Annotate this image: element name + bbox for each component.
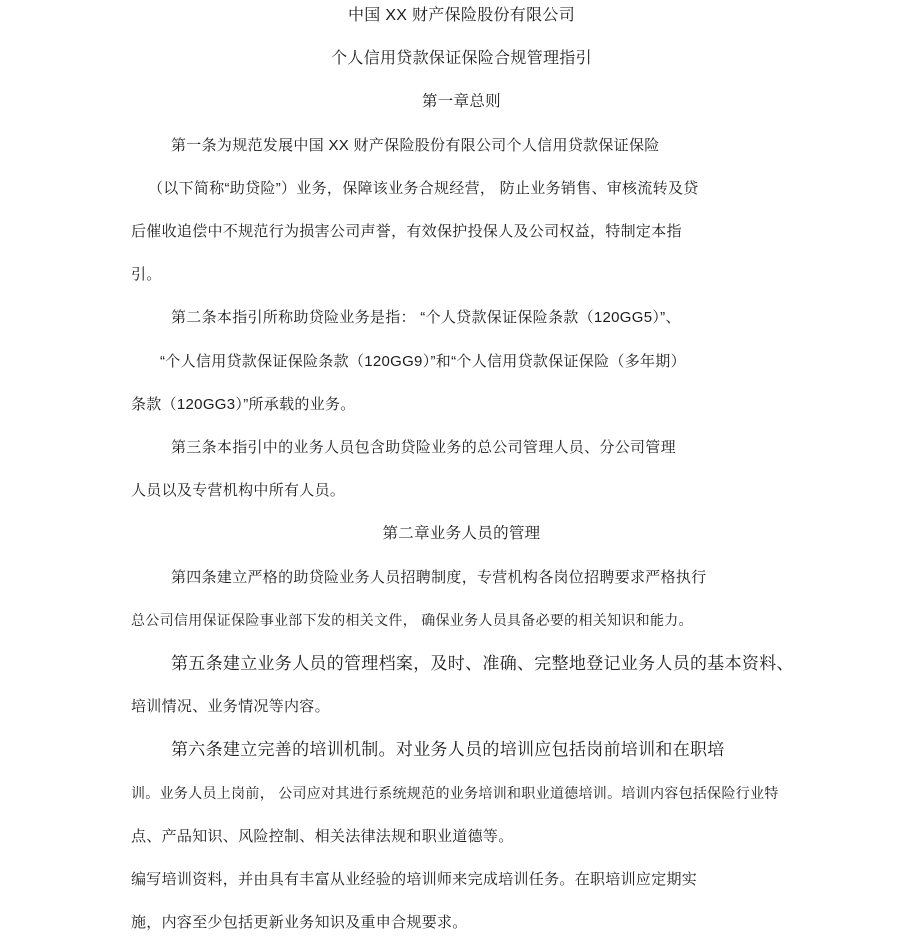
document-line: 第四条建立严格的助贷险业务人员招聘制度，专营机构各岗位招聘要求严格执行: [171, 568, 707, 586]
document-line: 点、产品知识、风险控制、相关法律法规和职业道德等。: [131, 827, 514, 845]
document-line: 第一条为规范发展中国 XX 财产保险股份有限公司个人信用贷款保证保险: [171, 136, 660, 154]
chapter-heading: 第一章总则: [421, 93, 501, 111]
document-line: 施，内容至少包括更新业务知识及重申合规要求。: [131, 914, 468, 932]
document-line: 第二条本指引所称助贷险业务是指： “个人贷款保证保险条款（120GG5）”、: [171, 309, 681, 327]
document-line: 编写培训资料，并由具有丰富从业经验的培训师来完成培训任务。在职培训应定期实: [131, 870, 698, 888]
document-line: 引。: [131, 266, 162, 284]
document-line: 第六条建立完善的培训机制。对业务人员的培训应包括岗前培训和在职培: [171, 740, 725, 760]
document-line: 总公司信用保证保险事业部下发的相关文件， 确保业务人员具备必要的相关知识和能力。: [131, 612, 693, 629]
document-line: 后催收追偿中不规范行为损害公司声誉，有效保护投保人及公司权益，特制定本指: [131, 223, 682, 241]
document-line: 条款（120GG3）”所承载的业务。: [131, 395, 356, 413]
document-title-line: 中国 XX 财产保险股份有限公司: [347, 6, 576, 24]
document-line: 第五条建立业务人员的管理档案，及时、准确、完整地登记业务人员的基本资料、: [171, 653, 794, 673]
document-line: “个人信用贷款保证保险条款（120GG9）”和“个人信用贷款保证保险（多年期）: [160, 352, 686, 370]
document-line: 人员以及专营机构中所有人员。: [131, 482, 346, 500]
document-line: 培训情况、业务情况等内容。: [131, 698, 330, 716]
chapter-heading: 第二章业务人员的管理: [382, 525, 541, 543]
document-line: 训。业务人员上岗前， 公司应对其进行系统规范的业务培训和职业道德培训。培训内容包括保险行业特: [131, 784, 779, 801]
document-title-line: 个人信用贷款保证保险合规管理指引: [331, 49, 592, 67]
document-line: （以下简称“助贷险”）业务，保障该业务合规经营， 防止业务销售、审核流转及贷: [148, 179, 699, 197]
document-line: 第三条本指引中的业务人员包含助贷险业务的总公司管理人员、分公司管理: [171, 438, 676, 456]
